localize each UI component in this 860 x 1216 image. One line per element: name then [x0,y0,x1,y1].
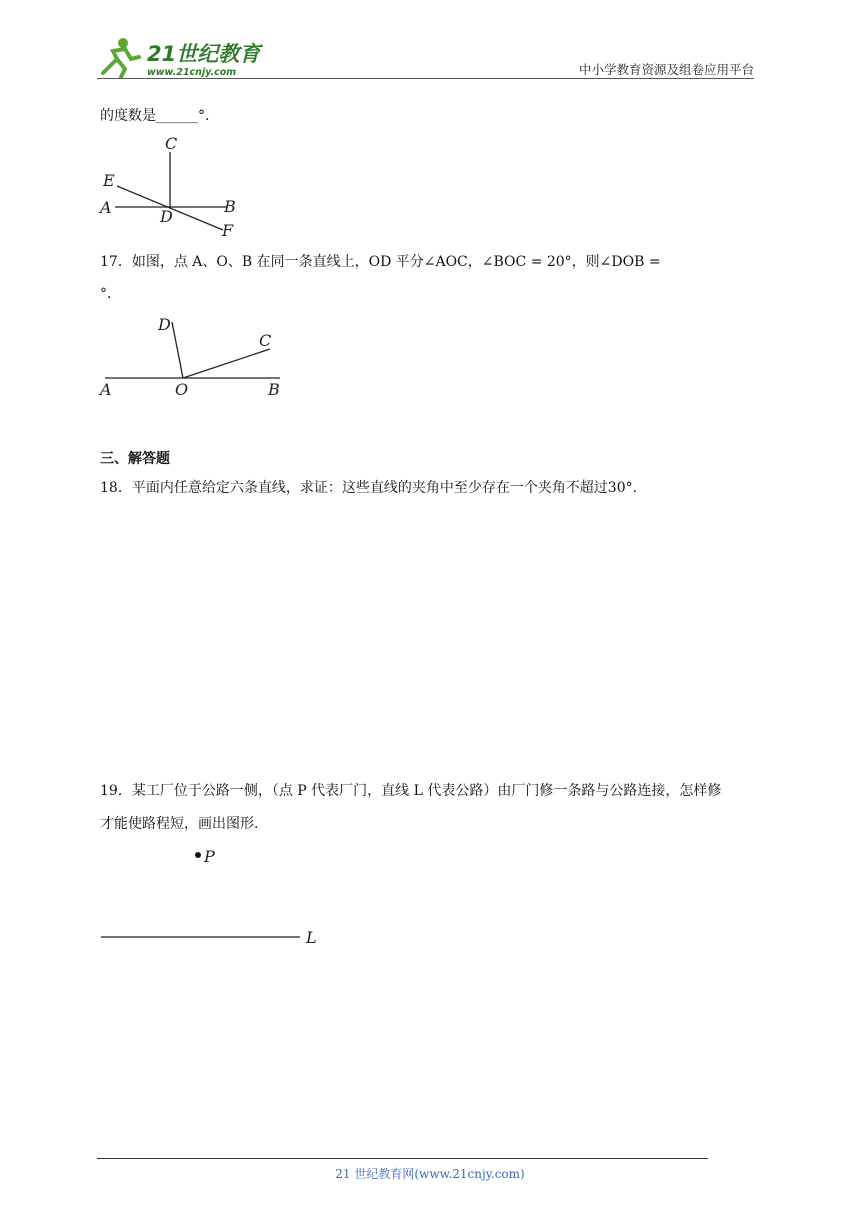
label-d: D [158,315,171,334]
q17-figure [95,312,295,402]
q19-figure [95,840,335,955]
label-a: A [100,198,112,217]
label-o: O [175,380,189,399]
q16-figure [95,130,255,242]
ray-od [172,322,183,378]
q17-text-line1: 17．如图，点 A、O、B 在同一条直线上，OD 平分∠AOC，∠BOC = 20°，则∠DOB = [100,254,661,270]
label-b: B [268,380,280,399]
label-a: A [100,380,112,399]
point-p [195,852,201,858]
label-c: C [165,134,178,153]
header-platform-text: 中小学教育资源及组卷应用平台 [578,62,754,77]
runner-icon [103,38,139,77]
label-l: L [306,928,317,947]
q19-text-line2: 才能使路程短，画出图形. [100,816,259,832]
header-divider [97,78,754,79]
label-e: E [103,171,115,190]
ray-oc [183,349,270,378]
label-p: P [204,847,215,866]
footer-divider [97,1158,708,1159]
section-title: 三、解答题 [100,451,170,467]
label-f: F [222,221,234,240]
label-c: C [259,331,272,350]
footer-text: 21 世纪教育网(www.21cnjy.com) [335,1167,525,1181]
q18-text: 18．平面内任意给定六条直线，求证：这些直线的夹角中至少存在一个夹角不超过30°. [100,480,638,496]
label-d: D [160,207,173,226]
logo-text: 21世纪教育 [147,42,261,66]
q16-tail-text: 的度数是______°. [100,108,210,124]
q17-text-line2: °. [100,286,112,302]
site-logo [95,35,265,79]
q19-text-line1: 19．某工厂位于公路一侧，（点 P 代表厂门，直线 L 代表公路）由厂门修一条路与公路连接，怎样修 [100,783,722,799]
label-b: B [224,197,236,216]
logo-url: www.21cnjy.com [147,67,237,78]
